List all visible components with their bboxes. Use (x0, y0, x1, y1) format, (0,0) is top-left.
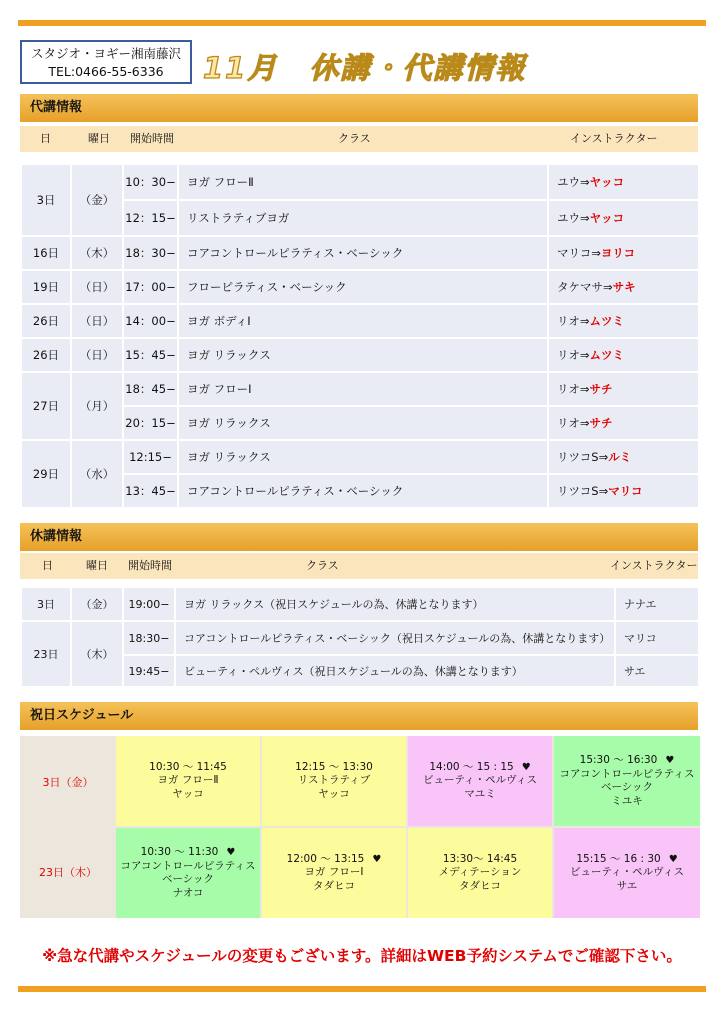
class-time: 15:30 ～ 16:30 (579, 754, 658, 766)
weekday-cell: （金） (71, 164, 123, 236)
instructor-from: ユウ⇒ (557, 175, 590, 189)
day-cell: 3日 (21, 587, 71, 621)
instructor-from: リオ⇒ (557, 314, 590, 328)
table-row (21, 587, 699, 621)
cancel-column-header (20, 553, 698, 579)
table-row (21, 406, 699, 440)
class-teacher: ヤッコ (172, 787, 204, 800)
class-cell: ヨガ フローⅡ (178, 164, 548, 200)
weekday-cell: （日） (71, 304, 123, 338)
class-teacher: タダヒコ (313, 879, 355, 892)
holiday-class-cell (408, 736, 552, 826)
time-cell: 17：00− (123, 270, 178, 304)
table-row (21, 200, 699, 236)
class-name: コアコントロールピラティス (120, 859, 256, 872)
day-cell: 16日 (21, 236, 71, 270)
instructor-cell: サエ (615, 655, 699, 687)
studio-info-box (20, 40, 192, 84)
holiday-class-cell (554, 736, 700, 826)
class-teacher: タダヒコ (459, 879, 501, 892)
class-cell: コアコントロールピラティス・ベーシック（祝日スケジュールの為、休講となります） (175, 621, 615, 655)
class-name: ヨガ フローⅡ (157, 774, 219, 787)
class-teacher: マユミ (464, 787, 496, 800)
table-row (21, 270, 699, 304)
table-row (21, 621, 699, 655)
weekday-cell: （木） (71, 236, 123, 270)
instructor-cell (548, 440, 699, 474)
studio-phone: TEL:0466-55-6336 (48, 64, 164, 79)
weekday-cell: （日） (71, 270, 123, 304)
time-cell: 10：30− (123, 164, 178, 200)
class-teacher: ヤッコ (318, 787, 350, 800)
time-cell: 12:15− (123, 440, 178, 474)
table-row (21, 440, 699, 474)
class-time: 12:15 ～ 13:30 (295, 760, 373, 773)
class-name-line2: ベーシック (161, 873, 215, 885)
table-row (21, 655, 699, 687)
top-rule (18, 20, 706, 26)
instructor-from: マリコ⇒ (557, 246, 601, 260)
time-cell: 18：45− (123, 372, 178, 406)
heart-icon: ♥ (668, 853, 678, 865)
heart-icon: ♥ (665, 755, 675, 766)
holiday-class-cell (554, 828, 700, 918)
substitute-table (20, 163, 700, 509)
time-cell: 14：00− (123, 304, 178, 338)
holiday-day-label: 3日（金） (42, 776, 94, 789)
time-cell: 13：45− (123, 474, 178, 508)
heart-icon: ♥ (521, 761, 531, 773)
table-row (21, 474, 699, 508)
instructor-cell (548, 164, 699, 200)
holiday-class-cell (262, 828, 406, 918)
day-cell: 26日 (21, 304, 71, 338)
class-cell: ヨガ リラックス (178, 338, 548, 372)
class-cell: リストラティブヨガ (178, 200, 548, 236)
time-cell: 15：45− (123, 338, 178, 372)
class-name: ビューティ・ペルヴィス (422, 774, 538, 787)
instructor-from: タケマサ⇒ (557, 280, 613, 294)
time-cell: 19:45− (123, 655, 175, 687)
holiday-class-cell (116, 828, 260, 918)
holiday-section-heading: 祝日スケジュール (20, 702, 698, 730)
class-name: リストラティブ (297, 774, 371, 787)
class-name: ビューティ・ペルヴィス (569, 866, 685, 879)
class-cell: ヨガ フローⅠ (178, 372, 548, 406)
class-cell: ヨガ ボディⅠ (178, 304, 548, 338)
col-time: 開始時間 (130, 132, 174, 145)
col-weekday: 曜日 (86, 559, 108, 572)
class-cell: フローピラティス・ベーシック (178, 270, 548, 304)
instructor-from: リオ⇒ (557, 348, 590, 362)
col-class: クラス (306, 559, 339, 572)
instructor-cell: ナナエ (615, 587, 699, 621)
instructor-cell (548, 372, 699, 406)
holiday-class-cell (262, 736, 406, 826)
day-cell: 29日 (21, 440, 71, 508)
holiday-schedule-grid (20, 736, 700, 918)
class-cell: ヨガ リラックス (178, 440, 548, 474)
heart-icon: ♥ (226, 847, 236, 858)
instructor-from: リオ⇒ (557, 416, 590, 430)
col-weekday: 曜日 (88, 132, 110, 145)
schedule-change-notice: ※急な代講やスケジュールの変更もございます。詳細はWEB予約システムでご確認下さい。 (42, 947, 682, 965)
instructor-cell: マリコ (615, 621, 699, 655)
day-cell: 19日 (21, 270, 71, 304)
holiday-day-label: 23日（木） (39, 866, 97, 879)
bottom-rule (18, 986, 706, 992)
instructor-from: リツコS⇒ (557, 484, 609, 498)
class-name: ヨガ フローⅠ (304, 866, 364, 879)
day-cell: 23日 (21, 621, 71, 687)
col-day: 日 (40, 132, 51, 145)
class-name: メディテーション (438, 866, 522, 879)
table-row (21, 304, 699, 338)
instructor-from: ユウ⇒ (557, 211, 590, 225)
instructor-to: サチ (589, 382, 613, 396)
col-day: 日 (42, 559, 53, 572)
class-cell: ヨガ リラックス（祝日スケジュールの為、休講となります） (175, 587, 615, 621)
col-class: クラス (338, 132, 371, 145)
instructor-to: ムツミ (589, 348, 625, 362)
instructor-to: ヨリコ (600, 246, 636, 260)
instructor-cell (548, 200, 699, 236)
day-cell: 3日 (21, 164, 71, 236)
heart-icon: ♥ (372, 853, 382, 865)
time-cell: 18：30− (123, 236, 178, 270)
holiday-class-cell (116, 736, 260, 826)
weekday-cell: （水） (71, 440, 123, 508)
col-instructor: インストラクター (570, 132, 658, 145)
time-cell: 12：15− (123, 200, 178, 236)
instructor-from: リツコS⇒ (557, 450, 609, 464)
table-row (21, 338, 699, 372)
instructor-to: サキ (612, 280, 636, 294)
table-row (21, 164, 699, 200)
instructor-to: ルミ (608, 450, 632, 464)
time-cell: 19:00− (123, 587, 175, 621)
instructor-cell (548, 338, 699, 372)
class-time: 15:15 ～ 16 : 30 (576, 852, 661, 865)
day-cell: 27日 (21, 372, 71, 440)
table-row (21, 372, 699, 406)
class-cell: ヨガ リラックス (178, 406, 548, 440)
instructor-to: サチ (589, 416, 613, 430)
class-teacher: ナオコ (172, 886, 204, 899)
instructor-cell (548, 236, 699, 270)
col-instructor: インストラクター (610, 559, 698, 572)
class-time: 14:00 ～ 15 : 15 (429, 760, 514, 773)
instructor-to: ムツミ (589, 314, 625, 328)
class-time: 10:30 ～ 11:30 (140, 846, 219, 858)
class-cell: コアコントロールピラティス・ベーシック (178, 474, 548, 508)
substitute-section-heading: 代講情報 (20, 94, 698, 122)
class-time: 13:30～ 14:45 (442, 852, 518, 865)
time-cell: 18:30− (123, 621, 175, 655)
weekday-cell: （金） (71, 587, 123, 621)
class-teacher: サエ (616, 879, 638, 892)
class-name-line2: ベーシック (600, 781, 654, 793)
class-name: コアコントロールピラティス (559, 767, 695, 780)
class-cell: コアコントロールピラティス・ベーシック (178, 236, 548, 270)
weekday-cell: （木） (71, 621, 123, 687)
instructor-to: ヤッコ (589, 211, 625, 225)
substitute-column-header (20, 126, 698, 152)
weekday-cell: （月） (71, 372, 123, 440)
instructor-to: ヤッコ (589, 175, 625, 189)
class-time: 12:00 ～ 13:15 (286, 852, 365, 865)
time-cell: 20：15− (123, 406, 178, 440)
instructor-to: マリコ (608, 484, 643, 498)
instructor-cell (548, 304, 699, 338)
instructor-cell (548, 406, 699, 440)
instructor-cell (548, 474, 699, 508)
class-time: 10:30 ～ 11:45 (149, 760, 227, 773)
holiday-class-cell (408, 828, 552, 918)
studio-name: スタジオ・ヨギー湘南藤沢 (30, 46, 181, 61)
instructor-cell (548, 270, 699, 304)
day-cell: 26日 (21, 338, 71, 372)
class-teacher: ミユキ (611, 794, 643, 807)
weekday-cell: （日） (71, 338, 123, 372)
class-cell: ビューティ・ペルヴィス（祝日スケジュールの為、休講となります） (175, 655, 615, 687)
instructor-from: リオ⇒ (557, 382, 590, 396)
cancel-section-heading: 休講情報 (20, 523, 698, 551)
page-title: 11月 休講・代講情報 (203, 51, 527, 85)
cancel-table (20, 586, 700, 688)
table-row (21, 236, 699, 270)
col-time: 開始時間 (128, 559, 172, 572)
